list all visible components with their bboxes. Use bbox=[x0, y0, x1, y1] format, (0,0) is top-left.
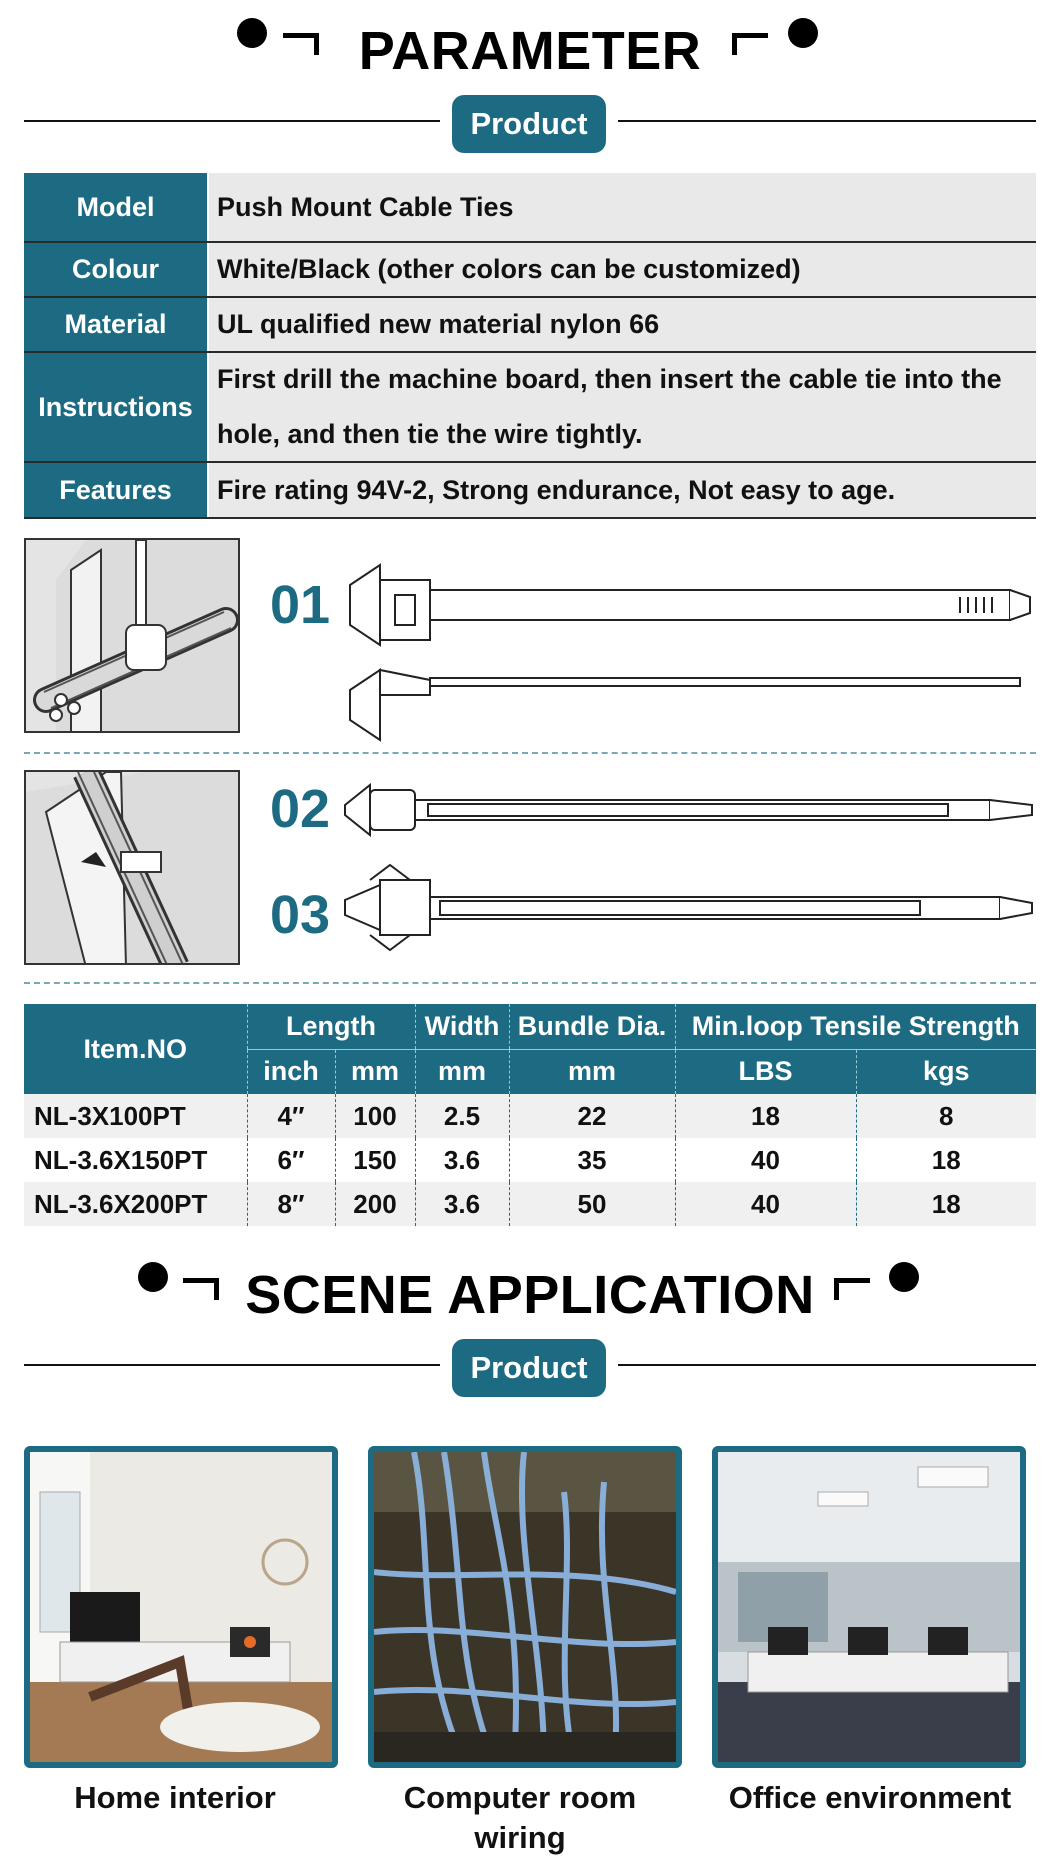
table-cell: 8″ bbox=[247, 1182, 335, 1226]
unit-header: inch bbox=[247, 1049, 335, 1094]
spec-row-material bbox=[24, 298, 1036, 353]
table-cell: 22 bbox=[509, 1094, 675, 1138]
table-cell: 35 bbox=[509, 1138, 675, 1182]
spec-value: Fire rating 94V-2, Strong endurance, Not easy to age. bbox=[209, 463, 1036, 517]
table-cell: 200 bbox=[335, 1182, 415, 1226]
spec-row-instructions bbox=[24, 353, 1036, 463]
size-table bbox=[24, 1004, 1036, 1226]
spec-label: Colour bbox=[24, 243, 209, 296]
spec-row-features bbox=[24, 463, 1036, 519]
unit-header: mm bbox=[335, 1049, 415, 1094]
item-no-header: Item.NO bbox=[24, 1004, 247, 1094]
mounting-illustration-1 bbox=[24, 538, 240, 733]
bundle-dia-header: Bundle Dia. bbox=[509, 1004, 675, 1049]
spec-value: Push Mount Cable Ties bbox=[209, 173, 1036, 241]
table-cell: 150 bbox=[335, 1138, 415, 1182]
table-cell: 40 bbox=[675, 1182, 856, 1226]
table-cell: NL-3.6X200PT bbox=[24, 1182, 247, 1226]
table-row bbox=[24, 1182, 1036, 1226]
scene-caption-computer-room: Computer room wiring bbox=[403, 1780, 637, 1855]
scene-photo-office-environment bbox=[712, 1446, 1026, 1768]
spec-label: Model bbox=[24, 173, 209, 241]
scene-photo-computer-room bbox=[368, 1446, 682, 1768]
table-cell: 4″ bbox=[247, 1094, 335, 1138]
mounting-illustration-2 bbox=[24, 770, 240, 965]
scene-caption-office: Office environment bbox=[728, 1780, 1012, 1815]
divider-left bbox=[24, 120, 440, 122]
section-divider bbox=[24, 752, 1036, 754]
drawing-label-02: 02 bbox=[270, 779, 331, 839]
table-row bbox=[24, 1138, 1036, 1182]
table-cell: 18 bbox=[675, 1094, 856, 1138]
cable-tie-drawings-02-03 bbox=[340, 770, 1040, 970]
divider-left bbox=[24, 1364, 440, 1366]
table-cell: 8 bbox=[856, 1094, 1036, 1138]
table-cell: 3.6 bbox=[415, 1182, 509, 1226]
table-row bbox=[24, 1094, 1036, 1138]
spec-value: First drill the machine board, then insert the cable tie into the hole, and then tie the wire tightly. bbox=[209, 353, 1036, 461]
table-cell: 3.6 bbox=[415, 1138, 509, 1182]
spec-value: UL qualified new material nylon 66 bbox=[209, 298, 1036, 351]
size-table-header-row bbox=[24, 1004, 1036, 1049]
drawing-label-03: 03 bbox=[270, 885, 331, 945]
table-cell: NL-3X100PT bbox=[24, 1094, 247, 1138]
parameter-title: PARAMETER bbox=[358, 21, 702, 81]
divider-right bbox=[618, 120, 1036, 122]
unit-header: LBS bbox=[675, 1049, 856, 1094]
width-header: Width bbox=[415, 1004, 509, 1049]
unit-header: mm bbox=[509, 1049, 675, 1094]
spec-row-colour bbox=[24, 243, 1036, 298]
spec-value: White/Black (other colors can be customized) bbox=[209, 243, 1036, 296]
product-badge: Product bbox=[452, 1339, 606, 1397]
cable-tie-drawing-01 bbox=[340, 555, 1040, 745]
section-divider bbox=[24, 982, 1036, 984]
spec-table bbox=[24, 173, 1036, 519]
unit-header: kgs bbox=[856, 1049, 1036, 1094]
spec-label: Material bbox=[24, 298, 209, 351]
table-cell: 100 bbox=[335, 1094, 415, 1138]
table-cell: 2.5 bbox=[415, 1094, 509, 1138]
table-cell: 6″ bbox=[247, 1138, 335, 1182]
table-cell: 50 bbox=[509, 1182, 675, 1226]
drawing-label-01: 01 bbox=[270, 575, 331, 635]
tensile-strength-header: Min.loop Tensile Strength bbox=[675, 1004, 1036, 1049]
table-cell: 40 bbox=[675, 1138, 856, 1182]
scene-application-title: SCENE APPLICATION bbox=[245, 1265, 815, 1325]
table-cell: 18 bbox=[856, 1138, 1036, 1182]
table-cell: NL-3.6X150PT bbox=[24, 1138, 247, 1182]
scene-photo-home-interior bbox=[24, 1446, 338, 1768]
unit-header: mm bbox=[415, 1049, 509, 1094]
product-badge: Product bbox=[452, 95, 606, 153]
table-cell: 18 bbox=[856, 1182, 1036, 1226]
spec-label: Instructions bbox=[24, 353, 209, 461]
spec-label: Features bbox=[24, 463, 209, 517]
scene-caption-home: Home interior bbox=[74, 1780, 276, 1815]
spec-row-model bbox=[24, 173, 1036, 243]
divider-right bbox=[618, 1364, 1036, 1366]
length-header: Length bbox=[247, 1004, 415, 1049]
